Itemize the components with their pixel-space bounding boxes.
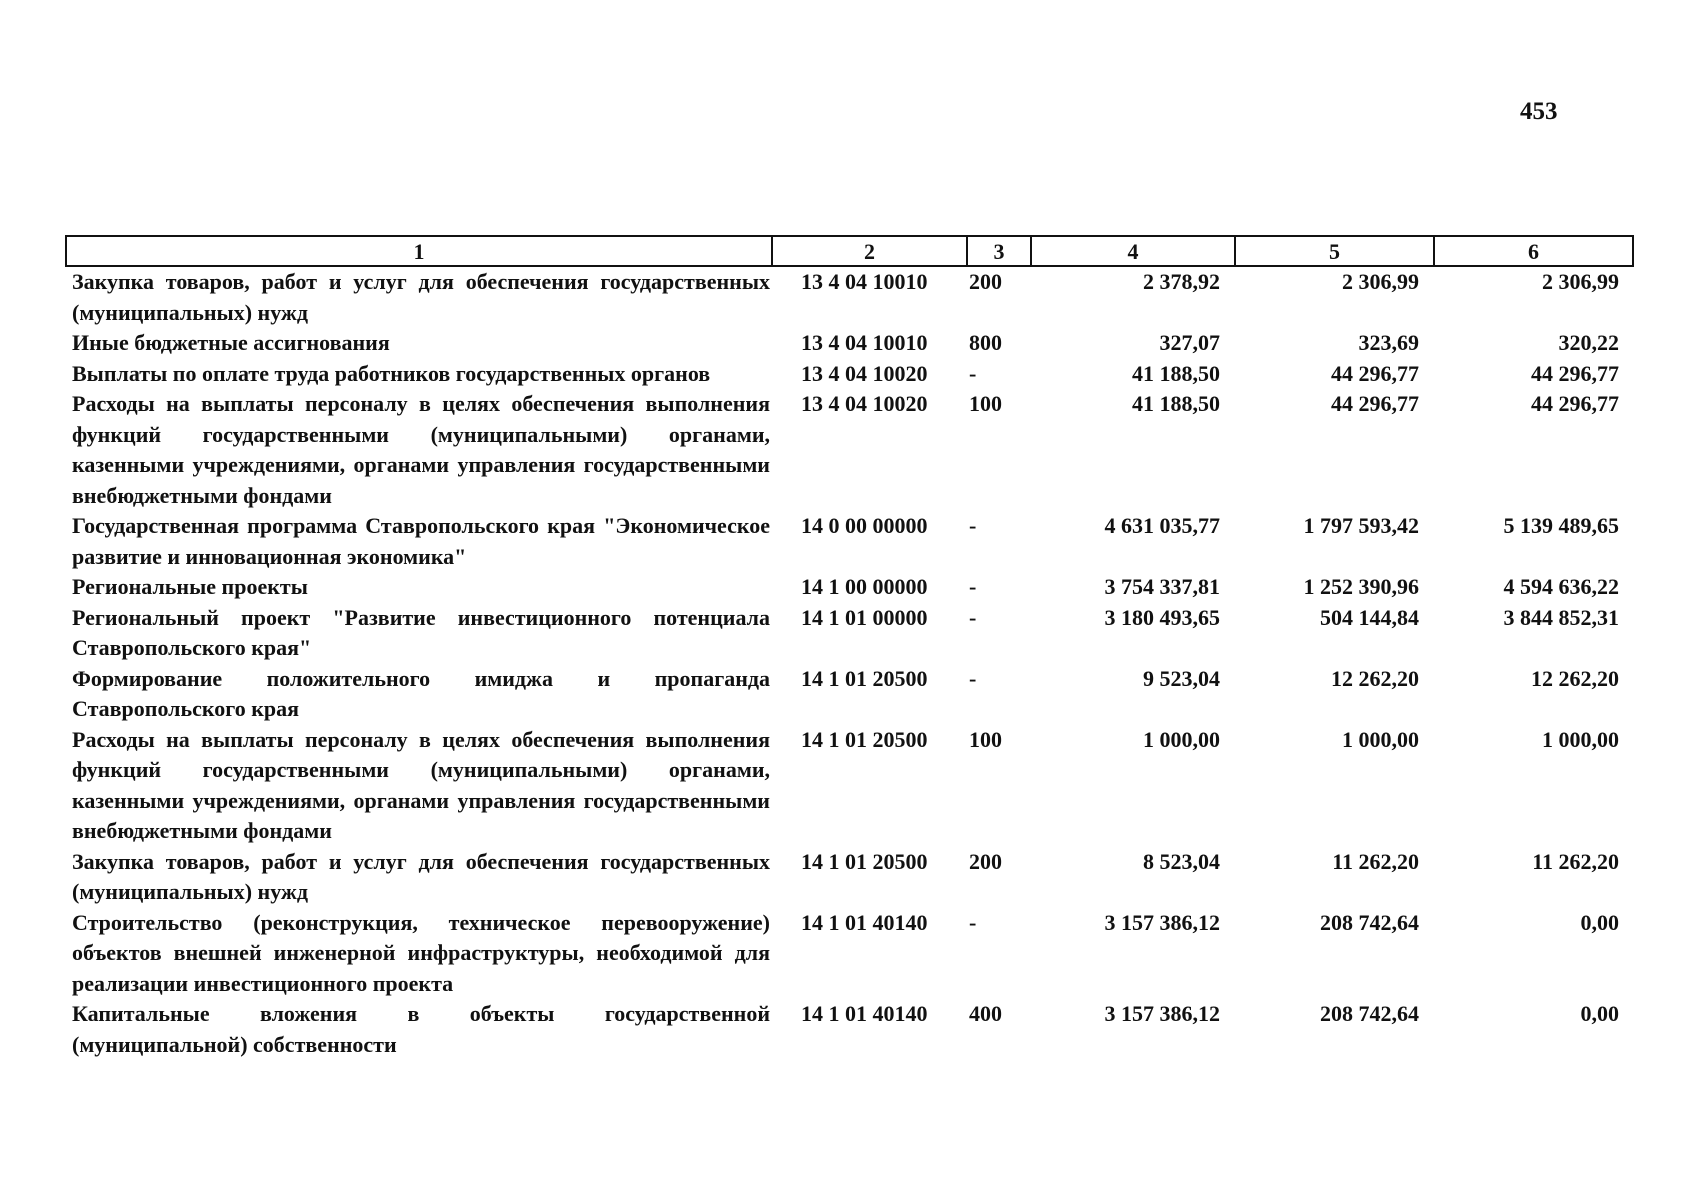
row-value-5: 323,69 — [1358, 330, 1419, 355]
row-code: 14 1 00 00000 — [801, 574, 928, 599]
row-name: Расходы на выплаты персоналу в целях обеспечения выполнения функций государственными (муниципальными) органами, казенными учреждениями, органами управления государственными внебюджетными фондами — [72, 726, 770, 843]
row-type: - — [969, 604, 977, 630]
row-value-4: 3 157 386,12 — [1104, 909, 1220, 935]
row-code: 14 1 01 40140 — [801, 1001, 928, 1026]
row-value-5: 208 742,64 — [1320, 1001, 1419, 1026]
row-name: Закупка товаров, работ и услуг для обеспечения государственных (муниципальных) нужд — [72, 269, 770, 325]
row-value-5: 44 296,77 — [1331, 391, 1419, 416]
row-value-6: 0,00 — [1580, 909, 1619, 935]
row-value-4: 41 188,50 — [1132, 360, 1220, 386]
table-row — [66, 847, 1633, 908]
column-header-1: 1 — [66, 236, 772, 266]
table-row — [66, 266, 1633, 328]
row-value-4: 4 631 035,77 — [1104, 513, 1220, 538]
row-type: - — [969, 574, 977, 599]
row-name: Расходы на выплаты персоналу в целях обеспечения выполнения функций государственными (муниципальными) органами, казенными учреждениями, органами управления государственными внебюджетными фондами — [72, 391, 770, 508]
row-code: 14 0 00 00000 — [801, 513, 928, 538]
column-header-4: 4 — [1031, 236, 1235, 266]
header-row — [66, 236, 1633, 266]
row-type: 400 — [969, 1001, 1002, 1026]
row-value-6: 0,00 — [1580, 1001, 1619, 1026]
row-type: 800 — [969, 330, 1002, 355]
row-value-6: 44 296,77 — [1531, 391, 1619, 416]
row-name: Закупка товаров, работ и услуг для обеспечения государственных (муниципальных) нужд — [72, 848, 770, 904]
row-value-4: 41 188,50 — [1132, 391, 1220, 416]
row-value-6: 44 296,77 — [1531, 360, 1619, 386]
row-value-6: 12 262,20 — [1531, 665, 1619, 691]
row-value-4: 1 000,00 — [1143, 726, 1220, 752]
row-value-5: 11 262,20 — [1332, 848, 1419, 874]
column-header-6: 6 — [1434, 236, 1633, 266]
row-value-5: 1 000,00 — [1342, 726, 1419, 752]
table-row — [66, 511, 1633, 572]
column-header-2: 2 — [772, 236, 967, 266]
row-type: - — [969, 909, 977, 935]
row-value-6: 1 000,00 — [1542, 726, 1619, 752]
row-type: 100 — [969, 391, 1002, 416]
row-code: 14 1 01 40140 — [801, 909, 928, 935]
row-name: Государственная программа Ставропольского края "Экономическое развитие и инновационная экономика" — [72, 513, 770, 569]
row-code: 14 1 01 00000 — [801, 604, 928, 630]
row-value-5: 208 742,64 — [1320, 909, 1419, 935]
row-value-4: 3 180 493,65 — [1104, 604, 1220, 630]
row-value-6: 4 594 636,22 — [1503, 574, 1619, 599]
column-header-5: 5 — [1235, 236, 1434, 266]
row-value-6: 5 139 489,65 — [1503, 513, 1619, 538]
row-code: 13 4 04 10010 — [801, 330, 928, 355]
row-value-4: 3 754 337,81 — [1104, 574, 1220, 599]
table-row — [66, 908, 1633, 1000]
row-code: 14 1 01 20500 — [801, 665, 928, 691]
row-value-4: 8 523,04 — [1143, 848, 1220, 874]
table-row — [66, 389, 1633, 511]
table-body — [66, 266, 1633, 1060]
row-type: - — [969, 513, 977, 538]
row-name: Выплаты по оплате труда работников государственных органов — [72, 360, 711, 386]
row-value-5: 504 144,84 — [1320, 604, 1419, 630]
table-row — [66, 999, 1633, 1060]
table-row — [66, 664, 1633, 725]
row-code: 14 1 01 20500 — [801, 848, 928, 874]
table-row — [66, 725, 1633, 847]
row-code: 13 4 04 10020 — [801, 391, 928, 416]
row-value-6: 320,22 — [1558, 330, 1619, 355]
row-name: Капитальные вложения в объекты государственной (муниципальной) собственности — [72, 1001, 770, 1057]
row-name: Региональный проект "Развитие инвестиционного потенциала Ставропольского края" — [72, 604, 770, 660]
row-value-5: 12 262,20 — [1331, 665, 1419, 691]
row-type: - — [969, 665, 977, 691]
row-name: Региональные проекты — [72, 574, 308, 599]
table-row — [66, 328, 1633, 359]
row-name: Иные бюджетные ассигнования — [72, 330, 390, 355]
row-code: 13 4 04 10010 — [801, 269, 928, 294]
row-value-4: 3 157 386,12 — [1104, 1001, 1220, 1026]
table-row — [66, 603, 1633, 664]
table-header — [66, 236, 1633, 266]
row-name: Строительство (реконструкция, техническое перевооружение) объектов внешней инженерной инфраструктуры, необходимой для реализации инвестиционного проекта — [72, 909, 770, 996]
row-value-4: 9 523,04 — [1143, 665, 1220, 691]
page-number: 453 — [1520, 98, 1558, 125]
row-type: 200 — [969, 269, 1002, 294]
table-row — [66, 359, 1633, 390]
row-value-4: 2 378,92 — [1143, 269, 1220, 294]
row-value-6: 2 306,99 — [1542, 269, 1619, 294]
row-value-5: 2 306,99 — [1342, 269, 1419, 294]
table-row — [66, 572, 1633, 603]
budget-table — [65, 235, 1634, 1060]
row-value-6: 11 262,20 — [1532, 848, 1619, 874]
row-value-4: 327,07 — [1159, 330, 1220, 355]
row-name: Формирование положительного имиджа и пропаганда Ставропольского края — [72, 665, 770, 721]
row-value-5: 1 797 593,42 — [1303, 513, 1419, 538]
row-type: 200 — [969, 848, 1002, 874]
row-type: - — [969, 360, 977, 386]
row-value-6: 3 844 852,31 — [1503, 604, 1619, 630]
row-value-5: 1 252 390,96 — [1303, 574, 1419, 599]
row-code: 13 4 04 10020 — [801, 360, 928, 386]
row-value-5: 44 296,77 — [1331, 360, 1419, 386]
row-type: 100 — [969, 726, 1002, 752]
row-code: 14 1 01 20500 — [801, 726, 928, 752]
column-header-3: 3 — [967, 236, 1031, 266]
